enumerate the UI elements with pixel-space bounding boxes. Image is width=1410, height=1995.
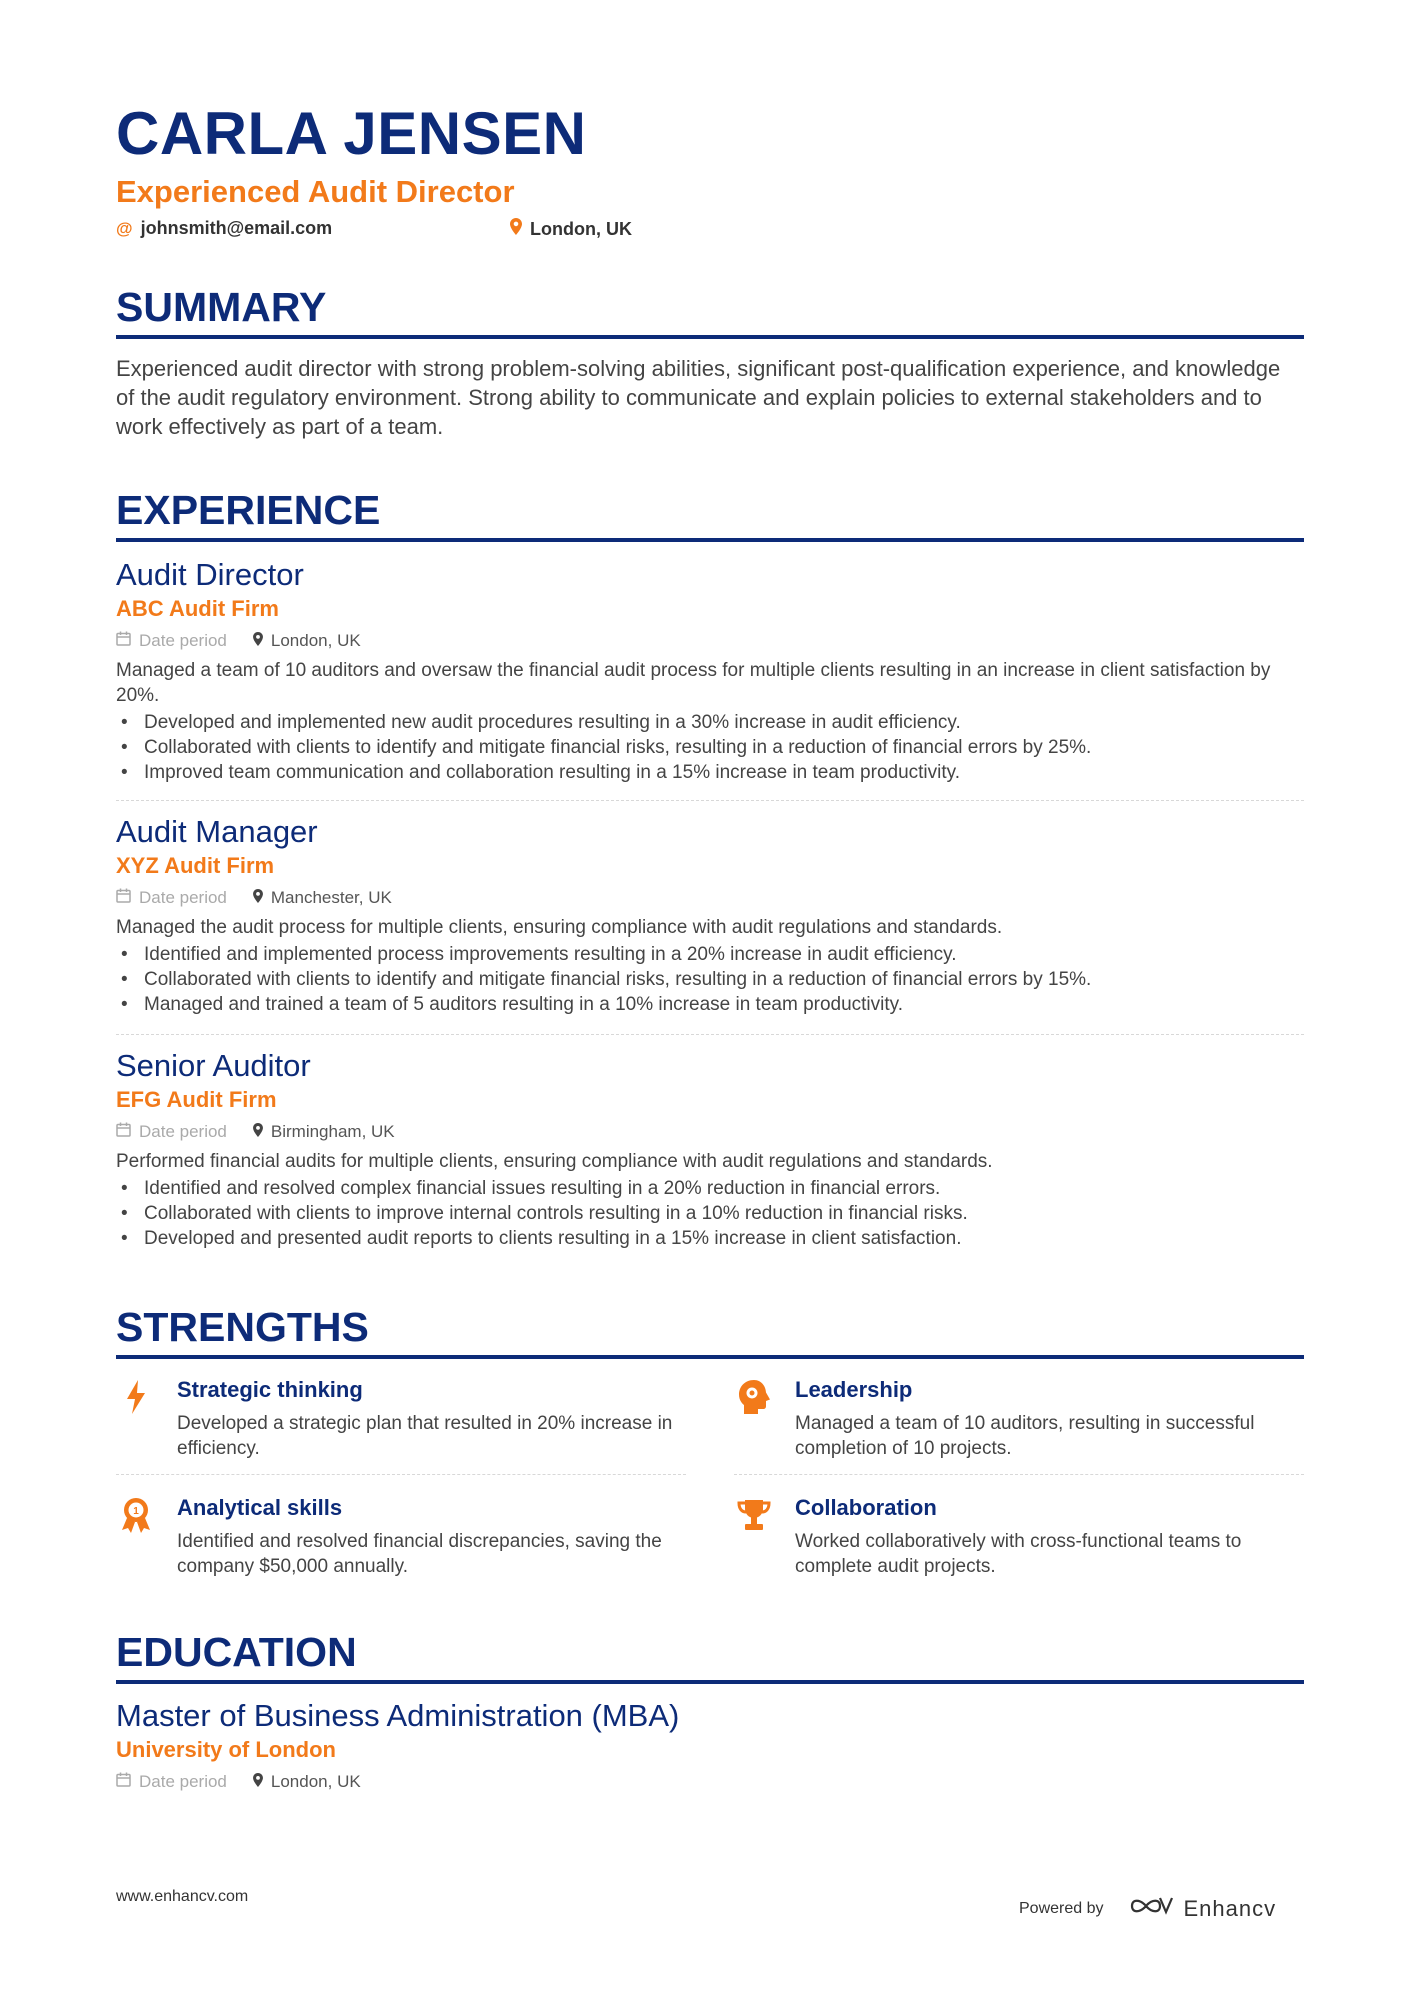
email-text: johnsmith@email.com [140, 218, 333, 238]
job-bullet: • Managed and trained a team of 5 auditors resulting in a 10% increase in team productivity. [121, 994, 904, 1015]
experience-item [116, 1047, 1304, 1251]
job-bullet: • Collaborated with clients to identify and mitigate financial risks, resulting in a reduction of financial errors by 25%. [121, 737, 1092, 758]
job-description: Performed financial audits for multiple clients, ensuring compliance with audit regulations and standards. [116, 1151, 993, 1172]
strength-title: Leadership [795, 1377, 913, 1402]
job-date: Date period [139, 1122, 227, 1141]
education-degree: Master of Business Administration (MBA) [116, 1698, 680, 1733]
candidate-name: CARLA JENSEN [116, 100, 587, 167]
job-bullet: • Improved team communication and collaboration resulting in a 15% increase in team productivity. [121, 762, 961, 783]
job-bullets [116, 1176, 1304, 1251]
location-text: London, UK [530, 218, 632, 239]
strength-description: Managed a team of 10 auditors, resulting in successful completion of 10 projects. [795, 1413, 1255, 1459]
job-company: ABC Audit Firm [116, 596, 279, 621]
job-date: Date period [139, 631, 227, 650]
location-pin-icon [253, 885, 263, 911]
education-date: Date period [139, 1772, 227, 1791]
location-pin-icon [253, 1769, 263, 1795]
education-school: University of London [116, 1737, 336, 1762]
job-bullet: • Developed and presented audit reports to clients resulting in a 15% increase in client satisfaction. [121, 1228, 962, 1249]
education-meta [116, 1769, 1304, 1795]
job-meta [116, 628, 1304, 654]
education-heading: EDUCATION [116, 1627, 1304, 1684]
calendar-icon [116, 885, 131, 911]
job-date: Date period [139, 888, 227, 907]
enhancv-logo[interactable] [1130, 1895, 1277, 1922]
job-bullet: • Collaborated with clients to improve internal controls resulting in a 10% reduction in financial risks. [121, 1203, 968, 1224]
summary-heading: SUMMARY [116, 282, 1304, 339]
candidate-title: Experienced Audit Director [116, 174, 515, 209]
calendar-icon [116, 628, 131, 654]
job-bullets [116, 942, 1304, 1017]
footer-powered [1019, 1895, 1276, 1922]
svg-text:1: 1 [133, 1506, 139, 1517]
trophy-icon [734, 1495, 774, 1535]
job-bullet: • Identified and resolved complex financial issues resulting in a 20% reduction in financial errors. [121, 1178, 941, 1199]
experience-heading: EXPERIENCE [116, 485, 1304, 542]
job-bullet: • Collaborated with clients to identify and mitigate financial risks, resulting in a reduction of financial errors by 15%. [121, 969, 1092, 990]
job-company: XYZ Audit Firm [116, 853, 275, 878]
calendar-icon [116, 1769, 131, 1795]
job-meta [116, 1119, 1304, 1145]
lightning-icon [116, 1377, 156, 1417]
divider [734, 1474, 1304, 1475]
education-item [116, 1697, 1304, 1795]
enhancv-brand-text: Enhancv [1183, 1895, 1277, 1921]
job-location: Manchester, UK [270, 888, 392, 907]
location-pin-icon [253, 628, 263, 654]
job-location: London, UK [270, 631, 361, 650]
job-role: Audit Director [116, 557, 304, 592]
job-meta [116, 885, 1304, 911]
contact-email[interactable] [116, 218, 332, 239]
strength-title: Analytical skills [177, 1495, 343, 1520]
job-role: Senior Auditor [116, 1048, 311, 1083]
job-location: Birmingham, UK [270, 1122, 395, 1141]
location-pin-icon [510, 218, 522, 240]
strength-title: Collaboration [795, 1495, 937, 1520]
location-pin-icon [253, 1119, 263, 1145]
footer-website[interactable]: www.enhancv.com [116, 1888, 249, 1905]
enhancv-logo-icon [1130, 1895, 1174, 1922]
calendar-icon [116, 1119, 131, 1145]
strength-description: Developed a strategic plan that resulted in 20% increase in efficiency. [177, 1413, 673, 1459]
strength-description: Identified and resolved financial discrepancies, saving the company $50,000 annually. [177, 1531, 662, 1577]
contact-row [116, 218, 1304, 244]
job-role: Audit Manager [116, 814, 318, 849]
job-description: Managed the audit process for multiple clients, ensuring compliance with audit regulations and standards. [116, 917, 1003, 938]
job-bullet: • Developed and implemented new audit procedures resulting in a 30% increase in audit efficiency. [121, 712, 961, 733]
divider [116, 800, 1304, 801]
job-bullets [116, 710, 1304, 785]
experience-item [116, 813, 1304, 1017]
strength-title: Strategic thinking [177, 1377, 363, 1402]
strength-description: Worked collaboratively with cross-functional teams to complete audit projects. [795, 1531, 1242, 1577]
medal-icon [116, 1495, 156, 1535]
divider [116, 1034, 1304, 1035]
contact-location [510, 218, 632, 240]
job-company: EFG Audit Firm [116, 1087, 277, 1112]
education-location: London, UK [270, 1772, 361, 1791]
at-icon: @ [116, 218, 133, 238]
job-description: Managed a team of 10 auditors and oversaw the financial audit process for multiple clients resulting in an increase in client satisfaction by 20%. [116, 660, 1271, 706]
divider [116, 1474, 686, 1475]
summary-text: Experienced audit director with strong problem-solving abilities, significant post-qualification experience, and knowledge of the audit regulatory environment. Strong ability to communicate and explain policies to external stakeholders and to work effectively as part of a team. [116, 356, 1281, 439]
job-bullet: • Identified and implemented process improvements resulting in a 20% increase in audit efficiency. [121, 944, 957, 965]
experience-item [116, 556, 1304, 785]
powered-by-text: Powered by [1019, 1899, 1104, 1917]
strengths-heading: STRENGTHS [116, 1302, 1304, 1359]
head-icon [734, 1377, 774, 1417]
